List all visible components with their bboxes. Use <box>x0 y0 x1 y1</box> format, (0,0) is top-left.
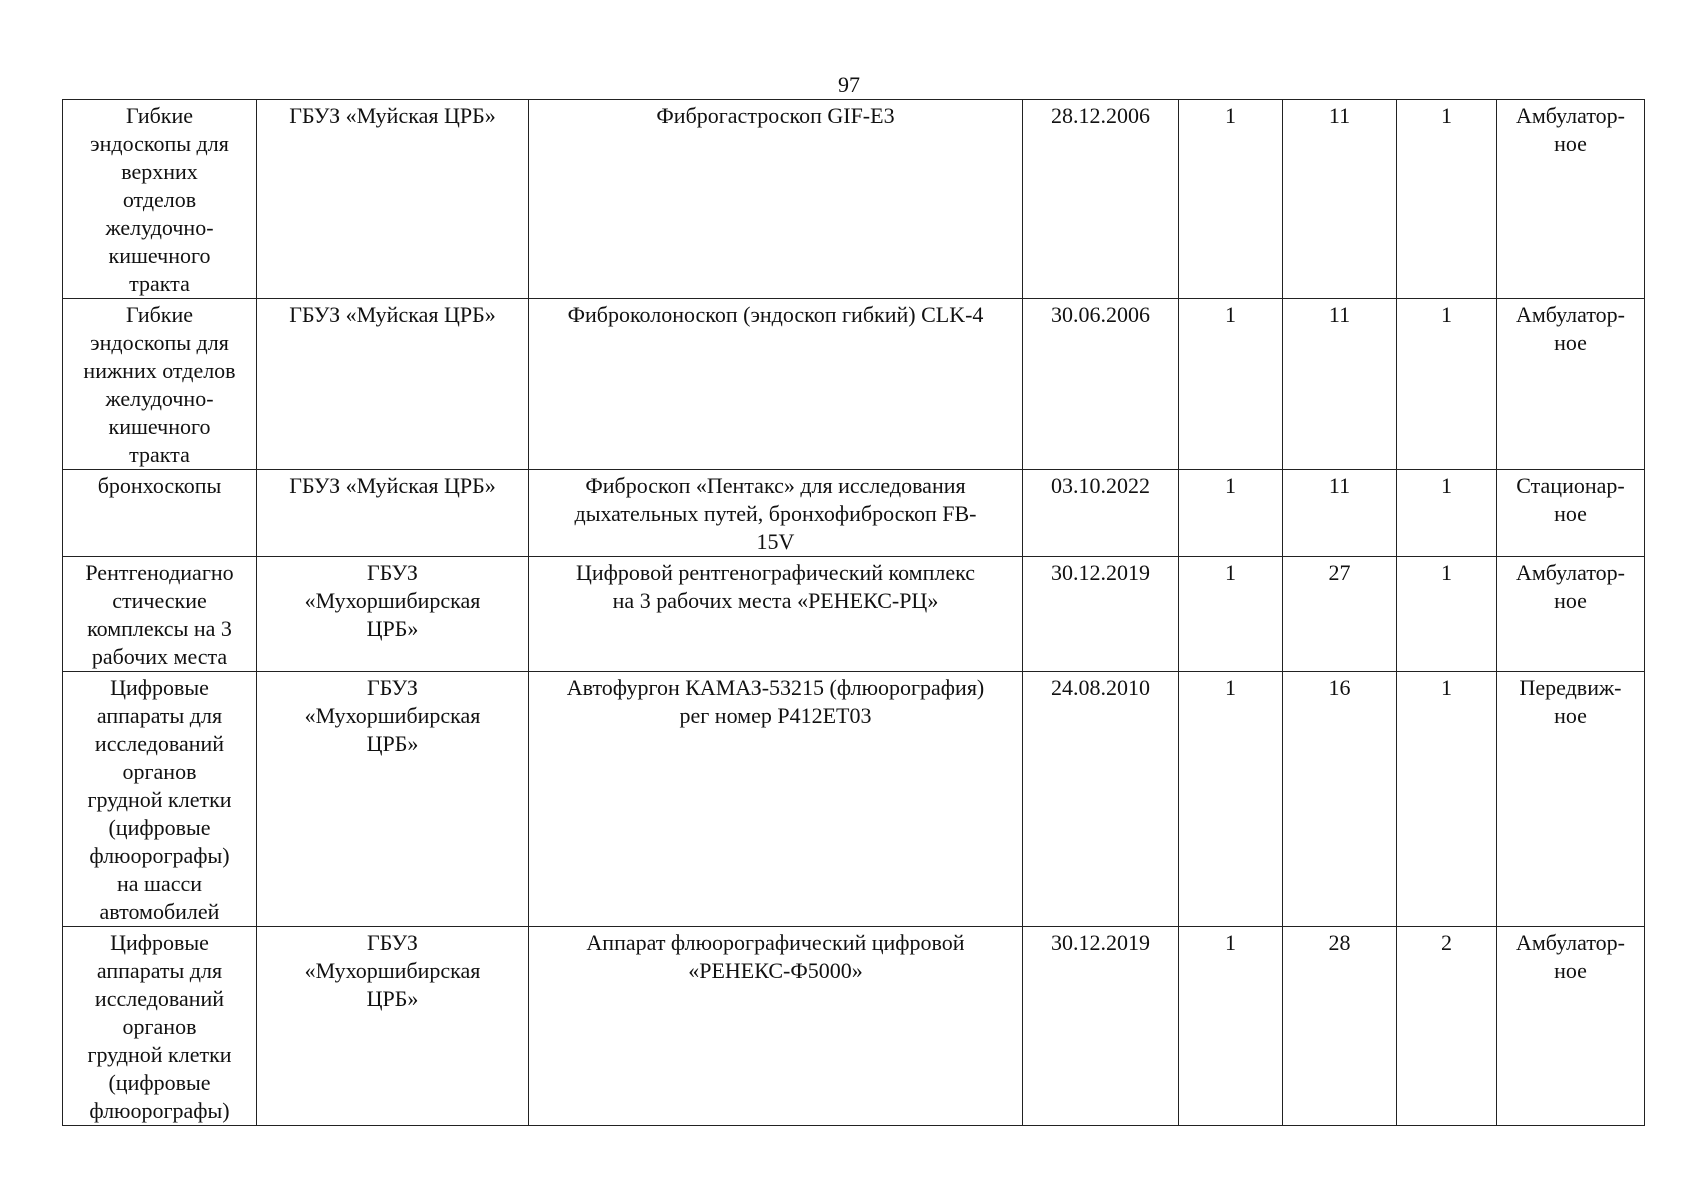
age-cell: 11 <box>1283 100 1397 299</box>
page-number: 97 <box>838 72 860 97</box>
date-cell: 28.12.2006 <box>1023 100 1179 299</box>
count-cell: 1 <box>1397 557 1497 672</box>
mode-cell: Амбулатор- ное <box>1497 299 1645 470</box>
age-cell: 11 <box>1283 299 1397 470</box>
age-cell: 11 <box>1283 470 1397 557</box>
table-row <box>63 100 1645 299</box>
equipment-name-cell: Автофургон КАМАЗ-53215 (флюорография) рег номер Р412ЕТ03 <box>529 672 1023 927</box>
mode-cell: Стационар- ное <box>1497 470 1645 557</box>
organization-cell: ГБУЗ «Муйская ЦРБ» <box>257 100 529 299</box>
date-cell: 03.10.2022 <box>1023 470 1179 557</box>
equipment-kind-cell: бронхоскопы <box>63 470 257 557</box>
quantity-cell: 1 <box>1179 470 1283 557</box>
count-cell: 2 <box>1397 927 1497 1126</box>
quantity-cell: 1 <box>1179 557 1283 672</box>
organization-cell: ГБУЗ «Мухоршибирская ЦРБ» <box>257 927 529 1126</box>
table-row <box>63 557 1645 672</box>
mode-cell: Амбулатор- ное <box>1497 557 1645 672</box>
count-cell: 1 <box>1397 299 1497 470</box>
mode-cell: Амбулатор- ное <box>1497 100 1645 299</box>
organization-cell: ГБУЗ «Муйская ЦРБ» <box>257 470 529 557</box>
equipment-kind-cell: Цифровые аппараты для исследований органов грудной клетки (цифровые флюорографы) на шасси автомобилей <box>63 672 257 927</box>
age-cell: 28 <box>1283 927 1397 1126</box>
table-row <box>63 470 1645 557</box>
count-cell: 1 <box>1397 100 1497 299</box>
date-cell: 30.06.2006 <box>1023 299 1179 470</box>
equipment-table <box>62 99 1645 1126</box>
mode-cell: Амбулатор- ное <box>1497 927 1645 1126</box>
date-cell: 30.12.2019 <box>1023 927 1179 1126</box>
quantity-cell: 1 <box>1179 672 1283 927</box>
equipment-kind-cell: Цифровые аппараты для исследований органов грудной клетки (цифровые флюорографы) <box>63 927 257 1126</box>
equipment-name-cell: Фиброскоп «Пентакс» для исследования дыхательных путей, бронхофиброскоп FB- 15V <box>529 470 1023 557</box>
date-cell: 30.12.2019 <box>1023 557 1179 672</box>
equipment-kind-cell: Рентгенодиагно стические комплексы на 3 рабочих места <box>63 557 257 672</box>
organization-cell: ГБУЗ «Муйская ЦРБ» <box>257 299 529 470</box>
age-cell: 16 <box>1283 672 1397 927</box>
organization-cell: ГБУЗ «Мухоршибирская ЦРБ» <box>257 672 529 927</box>
equipment-name-cell: Фиброколоноскоп (эндоскоп гибкий) CLK-4 <box>529 299 1023 470</box>
table-row <box>63 299 1645 470</box>
equipment-name-cell: Аппарат флюорографический цифровой «РЕНЕКС-Ф5000» <box>529 927 1023 1126</box>
age-cell: 27 <box>1283 557 1397 672</box>
quantity-cell: 1 <box>1179 299 1283 470</box>
equipment-name-cell: Фиброгастроскоп GIF-E3 <box>529 100 1023 299</box>
count-cell: 1 <box>1397 470 1497 557</box>
mode-cell: Передвиж- ное <box>1497 672 1645 927</box>
quantity-cell: 1 <box>1179 927 1283 1126</box>
table-row <box>63 672 1645 927</box>
quantity-cell: 1 <box>1179 100 1283 299</box>
count-cell: 1 <box>1397 672 1497 927</box>
table-row <box>63 927 1645 1126</box>
equipment-name-cell: Цифровой рентгенографический комплекс на 3 рабочих места «РЕНЕКС-РЦ» <box>529 557 1023 672</box>
equipment-kind-cell: Гибкие эндоскопы для нижних отделов желудочно- кишечного тракта <box>63 299 257 470</box>
organization-cell: ГБУЗ «Мухоршибирская ЦРБ» <box>257 557 529 672</box>
equipment-kind-cell: Гибкие эндоскопы для верхних отделов желудочно- кишечного тракта <box>63 100 257 299</box>
date-cell: 24.08.2010 <box>1023 672 1179 927</box>
